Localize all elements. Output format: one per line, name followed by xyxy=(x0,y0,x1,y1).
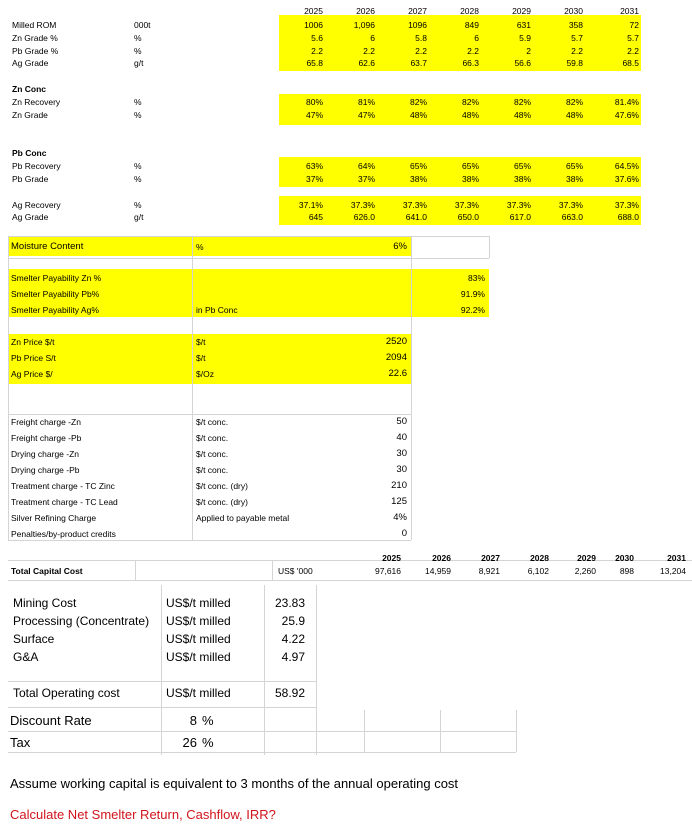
year-header: 2031 xyxy=(620,6,639,16)
row-label: Freight charge -Pb xyxy=(11,433,82,443)
row-unit: 000t xyxy=(134,20,151,30)
cell-value: 80% xyxy=(305,97,323,107)
grid-line xyxy=(272,560,273,580)
cell-value: 30 xyxy=(396,464,407,475)
tax-unit: % xyxy=(202,735,214,750)
cell-value: 37.3% xyxy=(558,200,583,210)
row-unit: Applied to payable metal xyxy=(196,513,290,523)
row-label: Smelter Payability Ag% xyxy=(11,305,99,315)
cell-value: 1,096 xyxy=(353,20,375,30)
row-label: Ag Price $/ xyxy=(11,369,53,379)
cell-value: 688.0 xyxy=(617,212,639,222)
cell-value: 81.4% xyxy=(614,97,639,107)
cell-value: 65% xyxy=(409,161,427,171)
row-label: Total Capital Cost xyxy=(11,566,83,576)
cell-value: 38% xyxy=(461,174,479,184)
grid-line xyxy=(8,258,489,259)
year-header: 2031 xyxy=(667,553,686,563)
row-unit: % xyxy=(134,33,142,43)
cell-value: 65% xyxy=(565,161,583,171)
row-label: Moisture Content xyxy=(11,241,84,252)
row-unit: $/t conc. xyxy=(196,449,229,459)
tax-value: 26 xyxy=(182,735,197,750)
cell-value: 37.1% xyxy=(298,200,323,210)
cell-value: 14,959 xyxy=(425,566,451,576)
row-unit: US$/t milled xyxy=(166,650,231,664)
grid-line xyxy=(192,236,193,540)
cell-value: 47% xyxy=(357,110,375,120)
grid-line xyxy=(8,707,316,708)
cell-value: 38% xyxy=(513,174,531,184)
row-unit: $/t conc. xyxy=(196,465,229,475)
cell-value: 1096 xyxy=(408,20,427,30)
grid-line xyxy=(8,540,411,541)
year-header: 2030 xyxy=(564,6,583,16)
cell-value: 48% xyxy=(461,110,479,120)
year-header: 2027 xyxy=(408,6,427,16)
cell-value: 5.7 xyxy=(627,33,639,43)
cell-value: 5.6 xyxy=(311,33,323,43)
row-label: G&A xyxy=(13,650,39,664)
year-header: 2029 xyxy=(512,6,531,16)
year-header: 2025 xyxy=(304,6,323,16)
row-unit: $/t xyxy=(196,337,206,347)
cell-value: 125 xyxy=(391,496,407,507)
cell-value: 0 xyxy=(401,528,407,539)
row-label: Mining Cost xyxy=(13,596,77,610)
question-text: Calculate Net Smelter Return, Cashflow, IRR? xyxy=(10,807,276,822)
year-header: 2028 xyxy=(530,553,549,563)
row-label: Milled ROM xyxy=(12,20,57,30)
row-unit: % xyxy=(134,97,142,107)
row-label: Zn Grade % xyxy=(12,33,58,43)
row-label: Ag Grade xyxy=(12,58,49,68)
cell-value: 92.2% xyxy=(460,305,485,315)
cell-value: 37.3% xyxy=(402,200,427,210)
year-header: 2026 xyxy=(432,553,451,563)
total-opex-value: 58.92 xyxy=(274,686,305,700)
row-unit: US$/t milled xyxy=(166,596,231,610)
year-header: 2026 xyxy=(356,6,375,16)
cell-value: 56.6 xyxy=(514,58,531,68)
cell-value: 47.6% xyxy=(614,110,639,120)
row-unit: $/t conc. xyxy=(196,433,229,443)
cell-value: 23.83 xyxy=(274,596,305,610)
row-unit: % xyxy=(134,46,142,56)
cell-value: 2.2 xyxy=(467,46,479,56)
cell-value: 8,921 xyxy=(478,566,500,576)
section-title: Pb Conc xyxy=(12,148,47,158)
row-label: Freight charge -Zn xyxy=(11,417,81,427)
cell-value: 37.3% xyxy=(454,200,479,210)
payability-note: in Pb Conc xyxy=(196,305,238,315)
cell-value: 663.0 xyxy=(561,212,583,222)
cell-value: 210 xyxy=(391,480,407,491)
row-label: Zn Recovery xyxy=(12,97,61,107)
row-label: Treatment charge - TC Lead xyxy=(11,497,118,507)
total-opex-unit: US$/t milled xyxy=(166,686,231,700)
cell-value: 40 xyxy=(396,432,407,443)
grid-line xyxy=(8,580,692,581)
cell-value: 82% xyxy=(565,97,583,107)
cell-value: 4.97 xyxy=(281,650,305,664)
row-label: Processing (Concentrate) xyxy=(13,614,150,628)
row-label: Penalties/by-product credits xyxy=(11,529,116,539)
cell-value: 63.7 xyxy=(410,58,427,68)
row-label: Surface xyxy=(13,632,55,646)
cell-value: 68.5 xyxy=(622,58,639,68)
row-unit: $/Oz xyxy=(196,369,214,379)
section-title: Zn Conc xyxy=(12,84,46,94)
row-unit: $/t conc. (dry) xyxy=(196,497,248,507)
year-header: 2027 xyxy=(481,553,500,563)
cell-value: 2.2 xyxy=(627,46,639,56)
cell-value: 6,102 xyxy=(527,566,549,576)
cell-value: 47% xyxy=(305,110,323,120)
cell-value: 48% xyxy=(409,110,427,120)
cell-value: 5.7 xyxy=(571,33,583,43)
cell-value: 38% xyxy=(565,174,583,184)
discount-rate-label: Discount Rate xyxy=(10,713,92,728)
row-unit: g/t xyxy=(134,58,144,68)
grid-line xyxy=(8,236,489,237)
row-unit: % xyxy=(134,161,142,171)
cell-value: 358 xyxy=(568,20,583,30)
cell-value: 4.22 xyxy=(281,632,305,646)
row-unit: % xyxy=(196,242,204,252)
row-label: Zn Price $/t xyxy=(11,337,55,347)
grid-line xyxy=(135,560,136,580)
cell-value: 37.6% xyxy=(614,174,639,184)
cell-value: 63% xyxy=(305,161,323,171)
row-label: Ag Grade xyxy=(12,212,49,222)
cell-value: 22.6 xyxy=(388,368,407,379)
grid-line xyxy=(8,681,316,682)
cell-value: 65.8 xyxy=(306,58,323,68)
row-unit: % xyxy=(134,110,142,120)
row-label: Silver Refining Charge xyxy=(11,513,97,523)
cell-value: 2094 xyxy=(385,352,407,363)
cell-value: 37.3% xyxy=(506,200,531,210)
grid-line xyxy=(440,710,441,752)
cell-value: 82% xyxy=(409,97,427,107)
row-label: Drying charge -Zn xyxy=(11,449,80,459)
cell-value: 13,204 xyxy=(660,566,686,576)
cell-value: 48% xyxy=(513,110,531,120)
row-label: Pb Grade xyxy=(12,174,49,184)
grid-line xyxy=(411,236,412,540)
cell-value: 645 xyxy=(308,212,323,222)
cell-value: 64% xyxy=(357,161,375,171)
grid-line xyxy=(316,585,317,755)
cell-value: 6% xyxy=(393,241,407,252)
cell-value: 631 xyxy=(516,20,531,30)
cell-value: 25.9 xyxy=(281,614,305,628)
cell-value: 2.2 xyxy=(311,46,323,56)
cell-value: 82% xyxy=(513,97,531,107)
cell-value: 898 xyxy=(619,566,634,576)
year-header: 2029 xyxy=(577,553,596,563)
grid-line xyxy=(8,236,9,540)
grid-line xyxy=(489,236,490,258)
cell-value: 65% xyxy=(461,161,479,171)
row-unit: % xyxy=(134,200,142,210)
cell-value: 38% xyxy=(409,174,427,184)
cell-value: 4% xyxy=(393,512,407,523)
cell-value: 97,616 xyxy=(375,566,401,576)
row-label: Ag Recovery xyxy=(12,200,61,210)
year-header: 2025 xyxy=(382,553,401,563)
cell-value: 6 xyxy=(370,33,375,43)
cell-value: 81% xyxy=(357,97,375,107)
cell-value: 37% xyxy=(305,174,323,184)
cell-value: 72 xyxy=(629,20,639,30)
row-label: Zn Grade xyxy=(12,110,48,120)
grid-line xyxy=(516,710,517,752)
row-label: Pb Price S/t xyxy=(11,353,56,363)
row-label: Smelter Payability Zn % xyxy=(11,273,102,283)
cell-value: 650.0 xyxy=(457,212,479,222)
row-unit: US$/t milled xyxy=(166,632,231,646)
cell-value: 617.0 xyxy=(509,212,531,222)
row-unit: US$/t milled xyxy=(166,614,231,628)
cell-value: 5.8 xyxy=(415,33,427,43)
cell-value: 50 xyxy=(396,416,407,427)
year-header: 2030 xyxy=(615,553,634,563)
cell-value: 62.6 xyxy=(358,58,375,68)
cell-value: 91.9% xyxy=(460,289,485,299)
row-label: Treatment charge - TC Zinc xyxy=(11,481,115,491)
cell-value: 37% xyxy=(357,174,375,184)
cell-value: 64.5% xyxy=(614,161,639,171)
row-label: Pb Grade % xyxy=(12,46,59,56)
row-label: Drying charge -Pb xyxy=(11,465,80,475)
grid-line xyxy=(264,585,265,755)
grid-line xyxy=(364,710,365,752)
row-unit: g/t xyxy=(134,212,144,222)
working-capital-note: Assume working capital is equivalent to 3 months of the annual operating cost xyxy=(10,776,459,791)
cell-value: 37.3% xyxy=(614,200,639,210)
grid-line xyxy=(8,752,516,753)
cell-value: 2520 xyxy=(385,336,407,347)
cell-value: 626.0 xyxy=(353,212,375,222)
cell-value: 641.0 xyxy=(405,212,427,222)
cell-value: 2 xyxy=(526,46,531,56)
row-unit: $/t conc. (dry) xyxy=(196,481,248,491)
cell-value: 37.3% xyxy=(350,200,375,210)
cell-value: 6 xyxy=(474,33,479,43)
grid-line xyxy=(161,585,162,755)
year-header: 2028 xyxy=(460,6,479,16)
cell-value: 59.8 xyxy=(566,58,583,68)
row-unit: US$ '000 xyxy=(278,566,313,576)
grid-line xyxy=(8,414,411,415)
cell-value: 65% xyxy=(513,161,531,171)
cell-value: 5.9 xyxy=(519,33,531,43)
row-label: Pb Recovery xyxy=(12,161,61,171)
tax-label: Tax xyxy=(10,735,31,750)
cell-value: 1006 xyxy=(304,20,323,30)
cell-value: 2.2 xyxy=(571,46,583,56)
cell-value: 2,260 xyxy=(574,566,596,576)
cell-value: 30 xyxy=(396,448,407,459)
row-unit: $/t xyxy=(196,353,206,363)
cell-value: 48% xyxy=(565,110,583,120)
cell-value: 66.3 xyxy=(462,58,479,68)
cell-value: 2.2 xyxy=(363,46,375,56)
discount-rate-unit: % xyxy=(202,713,214,728)
cell-value: 82% xyxy=(461,97,479,107)
cell-value: 83% xyxy=(467,273,485,283)
discount-rate-value: 8 xyxy=(189,713,197,728)
cell-value: 849 xyxy=(464,20,479,30)
row-label: Smelter Payability Pb% xyxy=(11,289,100,299)
row-unit: $/t conc. xyxy=(196,417,229,427)
cell-value: 2.2 xyxy=(415,46,427,56)
total-opex-label: Total Operating cost xyxy=(13,686,120,700)
row-unit: % xyxy=(134,174,142,184)
